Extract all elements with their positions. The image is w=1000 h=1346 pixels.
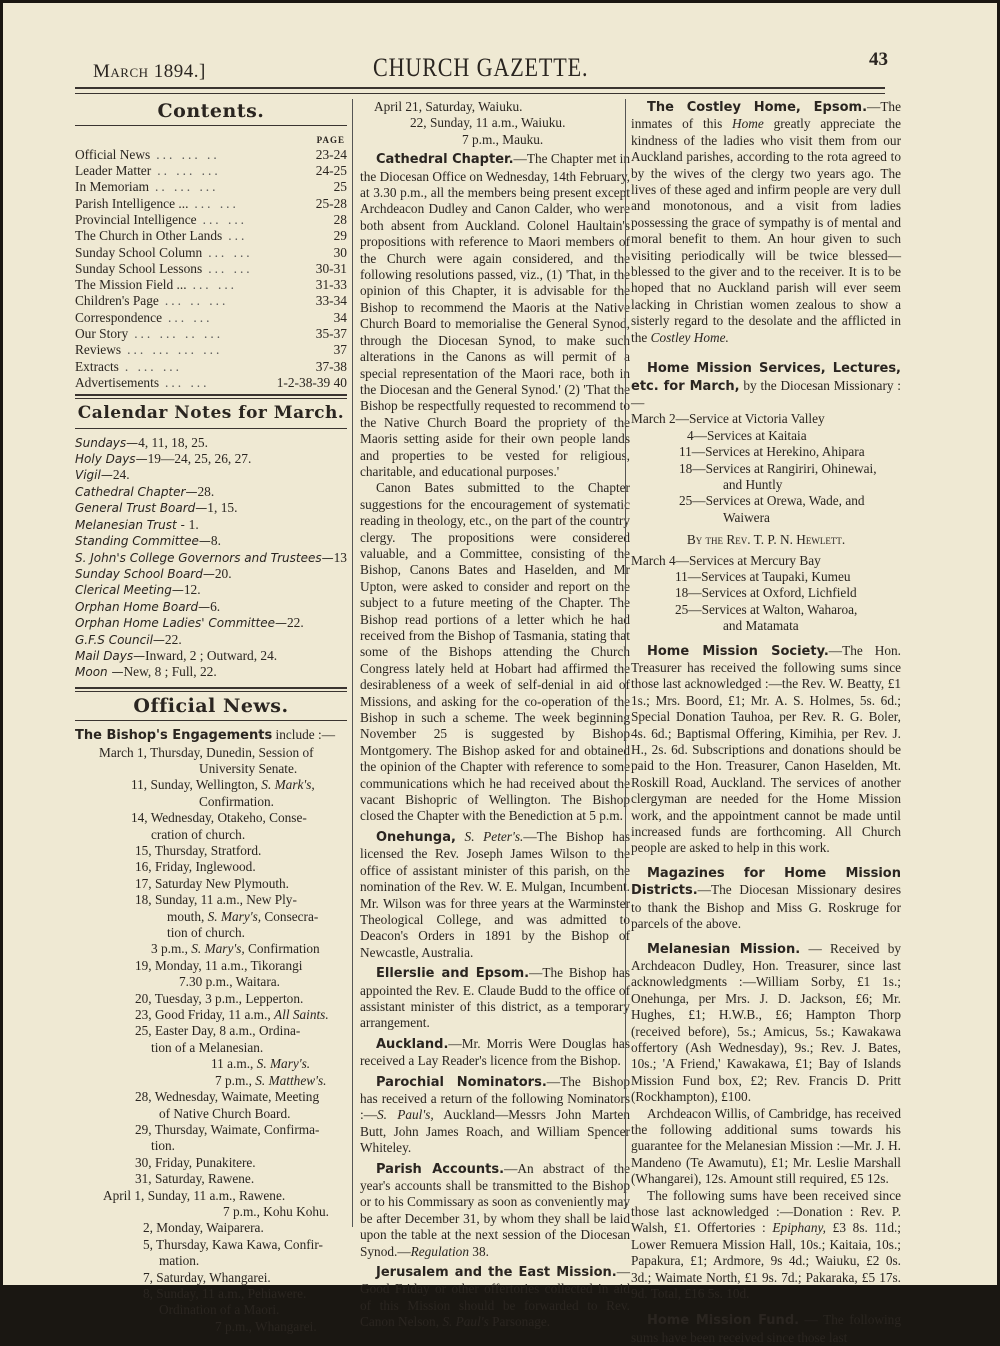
contents-row <box>75 179 347 195</box>
contents-row <box>75 261 347 277</box>
calendar-label: Holy Days— <box>75 452 148 467</box>
service-line <box>631 411 901 427</box>
services-list-missionary <box>631 411 901 526</box>
calendar-heading: Calendar Notes for March. <box>77 403 345 424</box>
engagement-line <box>75 1056 347 1072</box>
engagement-line <box>75 941 347 957</box>
calendar-value: 1. <box>188 516 199 532</box>
page-column-label: PAGE <box>316 135 345 146</box>
calendar-label: Sundays— <box>75 435 139 450</box>
service-line <box>631 553 901 569</box>
leader-dots: ... ... <box>194 195 239 211</box>
calendar-label: General Trust Board— <box>75 501 208 516</box>
engagement-line <box>75 1155 347 1171</box>
contents-page: 30-31 <box>315 260 347 276</box>
line-text: 5, Thursday, Kawa Kawa, Confir- <box>143 1236 323 1252</box>
gazette-page <box>3 3 997 1345</box>
line-text: 7 p.m., <box>215 1072 256 1088</box>
column-1 <box>75 99 347 1335</box>
line-text: cration of church. <box>151 826 246 842</box>
calendar-row <box>75 664 347 680</box>
service-line <box>631 585 901 601</box>
article-melanesian-sums: The following sums have been received since those last acknowledged :—Donation : Rev. P. Walsh, £1. Offertories : Epiphany, £3 8s. 11d.; Lower Remuera Mission Hall, 10s.; Kaitaia, 10s.; Papakura, £1; Ardmore, 9s 4d.; Waiuku, £2 0s. 3d.; Waimate North, £1 9s. 7d.; Pakaraka, £5 17s. 9d. Total, £16 5s. 10d. <box>631 1187 901 1302</box>
contents-row <box>75 163 347 179</box>
calendar-value: 1, 15. <box>207 500 238 516</box>
contents-row <box>75 228 347 244</box>
calendar-value: 13 <box>333 549 347 565</box>
calendar-value: 4, 11, 18, 25. <box>138 434 208 450</box>
line-text: 20, Tuesday, 3 p.m., Lepperton. <box>135 990 304 1006</box>
calendar-row <box>75 648 347 664</box>
line-text-after: Consecra- <box>261 908 319 924</box>
line-text: 18, Sunday, 11 a.m., New Ply- <box>135 892 297 908</box>
line-text: mouth, <box>167 908 208 924</box>
line-text: 7, Saturday, Whangarei. <box>143 1269 271 1285</box>
article-cathedral-chapter: Cathedral Chapter.—The Chapter met in the Diocesan Office on Wednesday, 14th February, at 3.30 p.m., all the members being present except Archdeacon Dudley and Canon Calder, who were both absent from Auckland. Colonel Haultain's propositions with reference to Maori members of the Church were again considered, and the following resolutions passed, viz., (1) 'That, in the opinion of this Chapter, it is advisable for the Bishop to recommend the Maoris at the Native Church Board to memorialise the General Synod, through the Diocesan Synod, to make such alterations in the Canons as will permit of a special representation of the Maori race, both in the Diocesan and the General Synod.' (2) 'That the Bishop be respectfully requested to recommend to the Native Church Board the propriety of the Maoris setting aside for their own people lands and properties to be vested for religious, charitable, and educational purposes.' <box>360 151 630 479</box>
contents-label: Reviews <box>75 342 122 358</box>
line-text: Waiwera <box>723 509 770 525</box>
service-line <box>631 477 901 493</box>
calendar-label: Orphan Home Board— <box>75 599 211 614</box>
service-line <box>631 461 901 477</box>
contents-label: Our Story <box>75 326 129 342</box>
line-text: 14, Wednesday, Otakeho, Conse- <box>131 810 307 826</box>
official-news-heading: Official News. <box>133 694 289 717</box>
line-text: 17, Saturday New Plymouth. <box>135 875 290 891</box>
line-text: 25, Easter Day, 8 a.m., Ordina- <box>135 1023 301 1039</box>
contents-page: 1-2-38-39 40 <box>276 374 347 390</box>
calendar-row <box>75 615 347 631</box>
engagement-line <box>75 1106 347 1122</box>
line-italic: S. Matthew's. <box>255 1072 327 1088</box>
calendar-label: Vigil— <box>75 468 113 483</box>
column-2 <box>352 99 631 1330</box>
calendar-value: 20. <box>214 565 232 581</box>
contents-page: 31-33 <box>315 277 347 293</box>
line-text: 4—Services at Kaitaia <box>687 427 807 443</box>
calendar-row <box>75 451 347 467</box>
line-text: 25—Services at Orewa, Wade, and <box>679 493 865 509</box>
line-text: April 1, Sunday, 11 a.m., Rawene. <box>103 1187 286 1203</box>
calendar-value: Inward, 2 ; Outward, 24. <box>145 647 278 663</box>
article-melanesian-mission: Melanesian Mission. — Received by Archdeacon Dudley, Hon. Treasurer, since last acknowledgments :—William Sorby, £1 1s.; Onehunga, per Mrs. J. D. Jackson, £6; Mr. Hughes, £1; H.W.B., £6; Hampton Thorp (received before), 5s.; Amicus, 5s.; Kawakawa offertory (Ash Wednesday), 9s.; Rev. J. Bates, 10s.; 'A Friend,' Kawakawa, £1; Bay of Islands Mission Fund box, £2; Rev. Francis D. Pritt (Rockhampton), £100. <box>631 940 901 1105</box>
calendar-label: Melanesian Trust - <box>75 517 189 532</box>
engagement-line <box>75 843 347 859</box>
line-text: 11—Services at Taupaki, Kumeu <box>675 568 851 584</box>
engagement-line <box>75 925 347 941</box>
calendar-label: Mail Days— <box>75 648 146 663</box>
service-line <box>631 569 901 585</box>
contents-label: In Memoriam <box>75 179 150 195</box>
divider <box>75 394 347 399</box>
services-by-line: By the Rev. T. P. N. Hewlett. <box>686 532 846 548</box>
engagement-line <box>75 1171 347 1187</box>
page-number: 43 <box>869 49 888 70</box>
line-text: 11, Sunday, Wellington, <box>131 777 262 793</box>
line-text: 3 p.m., <box>151 941 192 957</box>
service-line <box>631 602 901 618</box>
calendar-label: Standing Committee— <box>75 534 211 549</box>
contents-page: 37-38 <box>315 358 347 374</box>
line-text: 11—Services at Herekino, Ahipara <box>679 444 865 460</box>
service-line <box>631 444 901 460</box>
calendar-row <box>75 550 347 566</box>
contents-label: Parish Intelligence ... <box>75 195 189 211</box>
line-text: March 2—Service at Victoria Valley <box>631 411 825 427</box>
calendar-value: New, 8 ; Full, 22. <box>123 664 217 680</box>
line-text: 7 p.m., Whangarei. <box>215 1318 317 1334</box>
line-text: mation. <box>159 1253 200 1269</box>
calendar-row <box>75 632 347 648</box>
calendar-row <box>75 599 347 615</box>
divider <box>75 687 347 692</box>
calendar-label: Orphan Home Ladies' Committee— <box>75 616 287 631</box>
contents-row <box>75 277 347 293</box>
line-text: 15, Thursday, Stratford. <box>135 843 262 859</box>
line-text: University Senate. <box>199 760 298 776</box>
contents-label: Advertisements <box>75 374 160 390</box>
column-3 <box>625 99 901 1345</box>
engagement-line <box>360 99 630 115</box>
line-text: tion of church. <box>167 925 245 941</box>
leader-dots: ... ... <box>208 244 253 260</box>
line-text: 16, Friday, Inglewood. <box>135 859 256 875</box>
leader-dots: ... ... <box>208 260 253 276</box>
line-text: 7.30 p.m., Waitara. <box>179 974 280 990</box>
article-parochial-nominators: Parochial Nominators.—The Bishop has received a return of the following Nominators :—S. Paul's, Auckland—Messrs John Marten Butt, John James Roach, and William Spencer Whiteley. <box>360 1073 630 1156</box>
calendar-row <box>75 500 347 516</box>
engagement-line <box>75 909 347 925</box>
calendar-row <box>75 467 347 483</box>
contents-label: The Mission Field ... <box>75 277 187 293</box>
contents-label: Sunday School Column <box>75 244 203 260</box>
engagement-line <box>75 1138 347 1154</box>
engagement-line <box>75 1319 347 1335</box>
leader-dots: .. ... ... <box>157 163 221 179</box>
divider <box>75 125 347 126</box>
line-text: 31, Saturday, Rawene. <box>135 1171 255 1187</box>
line-italic: S. Mark's, <box>261 777 315 793</box>
engagement-line <box>75 777 347 793</box>
line-text: 8, Sunday, 11 a.m., Pehiawere. <box>143 1285 307 1301</box>
engagement-line <box>75 745 347 761</box>
line-text: 19, Monday, 11 a.m., Tikorangi <box>135 957 303 973</box>
leader-dots: ... ... <box>202 212 248 227</box>
calendar-row <box>75 533 347 549</box>
calendar-value: 22. <box>164 631 182 647</box>
article-melanesian-willis: Archdeacon Willis, of Cambridge, has received the following additional sums towards his guarantee for the Melanesian Mission :—Mr. J. H. Mandeno (Te Awamutu), £1; Mr. Leslie Marshall (Whangarei), 12s. Amount still required, £5 12s. <box>631 1105 901 1187</box>
contents-row <box>75 147 347 163</box>
line-text: March 1, Thursday, Dunedin, Session of <box>99 744 314 760</box>
contents-label: The Church in Other Lands <box>75 228 223 244</box>
engagement-line <box>360 115 630 131</box>
article-home-mission-fund: Home Mission Fund. — The following sums have been received since those last <box>631 1312 901 1345</box>
leader-dots: ... ... ... ... <box>127 342 223 358</box>
line-text: 18—Services at Rangiriri, Ohinewai, <box>679 460 877 476</box>
line-text: 22, Sunday, 11 a.m., Waiuku. <box>410 115 566 131</box>
contents-heading: Contents. <box>157 100 265 122</box>
line-text: and Huntly <box>723 476 783 492</box>
contents-page: 25 <box>333 179 347 195</box>
divider <box>75 428 347 429</box>
contents-row <box>75 326 347 342</box>
leader-dots: ... ... <box>192 277 238 293</box>
line-italic: All Saints. <box>274 1007 329 1023</box>
calendar-label: Moon — <box>75 665 124 680</box>
calendar-label: G.F.S Council— <box>75 632 165 647</box>
article-onehunga: Onehunga, S. Peter's.—The Bishop has licensed the Rev. Joseph James Wilson to the office of assistant minister of this parish, on the nomination of the Rev. W. E. Mulgan, Incumbent. Mr. Wilson was for three years at the Warminster Theological College, and was admitted to Deacon's Orders in 1891 by the Bishop of Newcastle, Australia. <box>360 828 631 960</box>
engagement-line <box>75 1302 347 1318</box>
calendar-label: S. John's College Governors and Trustees— <box>75 550 334 565</box>
leader-dots: ... <box>228 228 248 244</box>
engagement-line <box>75 859 347 875</box>
line-italic: S. Mary's, <box>207 908 262 924</box>
leader-dots: ... ... .. <box>156 146 220 162</box>
calendar-label: Clerical Meeting— <box>75 583 184 598</box>
header-rule <box>75 87 885 94</box>
contents-row <box>75 293 347 309</box>
contents-row <box>75 342 347 358</box>
issue-date: March 1894.] <box>93 61 206 82</box>
contents-page: 34 <box>333 309 347 325</box>
leader-dots: ... ... <box>165 374 210 390</box>
line-text: tion. <box>151 1138 176 1154</box>
calendar-row <box>75 435 347 451</box>
line-text: tion of a Melanesian. <box>151 1039 264 1055</box>
engagement-line <box>75 810 347 826</box>
article-parish-accounts: Parish Accounts.—An abstract of the year's accounts shall be transmitted to the Bishop or to his Commissary as soon as conveniently may be after December 31, by whom they shall be laid upon the table at the next session of the Diocesan Synod.—Regulation 38. <box>360 1160 630 1259</box>
calendar-row <box>75 517 347 533</box>
line-text: 28, Wednesday, Waimate, Meeting <box>135 1089 320 1105</box>
contents-page: 25-28 <box>315 195 347 211</box>
engagement-line <box>75 991 347 1007</box>
leader-dots: ... ... .. ... <box>134 326 224 342</box>
engagement-line <box>75 1007 347 1023</box>
service-line <box>631 618 901 634</box>
article-auckland: Auckland.—Mr. Morris Were Douglas has received a Lay Reader's licence from the Bishop. <box>360 1035 630 1069</box>
article-home-mission-society: Home Mission Society.—The Hon. Treasurer has received the following sums since those last acknowledged :—the Rev. W. Beatty, £1 1s.; Mrs. Boord, £1; Mr. A. S. Holmes, 5s. 6d.; Special Donation Tauhoa, per Rev. R. G. Boler, 4s. 6d.; Baptismal Offering, Kimihia, per Rev. J. H., 2s. 6d. Subscriptions and donations should be paid to the Hon. Treasurer, Canon Haselden, Mt. Roskill Road, Auckland. The services of another clergyman are needed for the Home Mission work, and the appointment cannot be made until increased funds are forthcoming. All Church people are asked to help in this work. <box>631 642 901 856</box>
engagements-intro: The Bishop's Engagements include :— <box>75 727 335 744</box>
calendar-label: Cathedral Chapter— <box>75 484 198 499</box>
services-list-hewlett <box>631 553 901 635</box>
service-line <box>631 428 901 444</box>
engagement-line <box>75 1270 347 1286</box>
engagement-line <box>75 958 347 974</box>
contents-label: Official News <box>75 146 151 162</box>
calendar-row <box>75 566 347 582</box>
engagement-line <box>75 827 347 843</box>
engagement-line <box>75 876 347 892</box>
calendar-value: 22. <box>286 615 304 631</box>
contents-page: 28 <box>333 212 347 227</box>
calendar-row <box>75 582 347 598</box>
contents-label: Provincial Intelligence <box>75 212 197 227</box>
engagement-line <box>75 1220 347 1236</box>
line-italic: S. Mary's, <box>191 941 245 957</box>
article-ellerslie: Ellerslie and Epsom.—The Bishop has appointed the Rev. E. Claude Budd to the office of assistant minister of this district, as a temporary arrangement. <box>360 965 630 1031</box>
calendar-row <box>75 484 347 500</box>
engagement-line <box>75 1089 347 1105</box>
divider <box>75 720 347 721</box>
calendar-value: 28. <box>197 483 215 499</box>
engagement-line <box>75 1204 347 1220</box>
engagement-line <box>75 1040 347 1056</box>
line-text: Confirmation. <box>199 793 274 809</box>
contents-row <box>75 212 347 228</box>
service-line <box>631 493 901 509</box>
engagement-line <box>75 974 347 990</box>
line-text: of Native Church Board. <box>159 1105 291 1121</box>
engagement-line <box>75 1253 347 1269</box>
engagement-line <box>75 1073 347 1089</box>
contents-label: Sunday School Lessons <box>75 260 203 276</box>
service-line <box>631 510 901 526</box>
calendar-label: Sunday School Board— <box>75 566 215 581</box>
april-engagements <box>360 99 630 148</box>
line-text: 18—Services at Oxford, Lichfield <box>675 585 857 601</box>
engagement-line <box>75 1188 347 1204</box>
contents-page: 23-24 <box>315 146 347 162</box>
contents-page: 30 <box>333 244 347 260</box>
engagement-line <box>75 1023 347 1039</box>
contents-row <box>75 359 347 375</box>
contents-page: 29 <box>333 228 347 244</box>
contents-label: Correspondence <box>75 309 163 325</box>
engagement-line <box>75 794 347 810</box>
line-text: March 4—Services at Mercury Bay <box>631 552 821 568</box>
contents-label: Extracts <box>75 358 119 374</box>
calendar-value: 24. <box>112 467 130 483</box>
line-text: 2, Monday, Waiparera. <box>143 1220 264 1236</box>
engagement-line <box>75 1286 347 1302</box>
leader-dots: . ... ... <box>124 358 183 374</box>
contents-page: 37 <box>333 342 347 358</box>
leader-dots: ... .. ... <box>164 293 229 309</box>
line-text: 29, Thursday, Waimate, Confirma- <box>135 1121 320 1137</box>
calendar-list <box>75 435 347 681</box>
line-text: 23, Good Friday, 11 a.m., <box>135 1007 274 1023</box>
line-text: 11 a.m., <box>211 1056 257 1072</box>
calendar-value: 6. <box>210 598 221 614</box>
engagement-line <box>360 132 630 148</box>
running-header <box>93 49 888 83</box>
publication-title: CHURCH GAZETTE. <box>373 53 589 82</box>
line-text: 25—Services at Walton, Waharoa, <box>675 601 858 617</box>
line-text: Ordination of a Maori. <box>159 1302 280 1318</box>
article-jerusalem-mission: Jerusalem and the East Mission.—Good Friday or other offertories collected in aid of this Mission should be forwarded to Rev. Canon Nelson, S. Paul's Parsonage. <box>360 1264 630 1330</box>
article-cathedral-chapter-cont: Canon Bates submitted to the Chapter suggestions for the encouragement of systematic reading in theology, etc., on the part of the country clergy. The propositions were considered valuable, and a Committee, consisting of the Bishop, Canons Bates and Haselden, and Mr Upton, were asked to consider and report on the subject to a future meeting of the Chapter. The Bishop read portions of a letter which he had received from the Bishop of Tasmania, stating that some of the Bishops attending the Church Congress lately held at Hobart had affirmed the desirableness of a week of self-denial in aid of Missions, and asking for the co-operation of the Bishop in such a scheme. The week beginning November 25 is suggested by Bishop Montgomery. The Bishop asked for and obtained the opinion of the Chapter with reference to some communications which he had received about the vacant Bishopric of Wellington. The Bishop closed the Chapter with the Benediction at 5 p.m. <box>360 480 630 824</box>
contents-page: 33-34 <box>315 293 347 309</box>
contents-list <box>75 147 347 391</box>
calendar-value: 12. <box>183 582 201 598</box>
article-magazines: Magazines for Home Mission Districts.—The Diocesan Missionary desires to thank the Bishop and Miss G. Roskruge for parcels of the above. <box>631 865 901 932</box>
contents-row <box>75 245 347 261</box>
engagement-line <box>75 761 347 777</box>
contents-page: 24-25 <box>315 163 347 179</box>
contents-row <box>75 310 347 326</box>
line-text: 7 p.m., Kohu Kohu. <box>223 1203 330 1219</box>
calendar-value: 19—24, 25, 26, 27. <box>147 451 252 467</box>
article-home-mission-services: Home Mission Services, Lectures, etc. for March, by the Diocesan Missionary :— <box>631 361 901 410</box>
line-italic: S. Mary's. <box>256 1056 311 1072</box>
engagement-line <box>75 892 347 908</box>
line-text-after: Confirmation <box>244 941 320 957</box>
contents-page: 35-37 <box>315 326 347 342</box>
line-text: 7 p.m., Mauku. <box>462 131 544 147</box>
contents-label: Children's Page <box>75 293 159 309</box>
contents-label: Leader Matter <box>75 163 152 179</box>
article-costley-home: The Costley Home, Epsom.—The inmates of this Home greatly appreciate the kindness of the ladies who visit them from our Auckland parishes, according to the rota agreed to by the wives of the clergy two years ago. The lives of these aged and infirm people are very dull and monotonous, and a visit from ladies possessing the grace of sympathy is of mental and moral benefit to them. An hour given to such visiting periodically will be twice blessed—blessed to the giver and to the receiver. It is to be hoped that no Auckland parish will ever seem lacking in Christian women zealous to show a sisterly regard to the desolate and the afflicted in the Costley Home. <box>631 99 901 345</box>
line-text: and Matamata <box>723 618 799 634</box>
engagements-list <box>75 745 347 1336</box>
engagement-line <box>75 1122 347 1138</box>
contents-row <box>75 375 347 391</box>
line-text: 30, Friday, Punakitere. <box>135 1154 256 1170</box>
line-text: April 21, Saturday, Waiuku. <box>374 99 523 114</box>
leader-dots: .. ... ... <box>155 179 219 195</box>
leader-dots: ... ... <box>168 309 213 325</box>
contents-row <box>75 196 347 212</box>
engagement-line <box>75 1237 347 1253</box>
calendar-value: 8. <box>210 533 221 549</box>
